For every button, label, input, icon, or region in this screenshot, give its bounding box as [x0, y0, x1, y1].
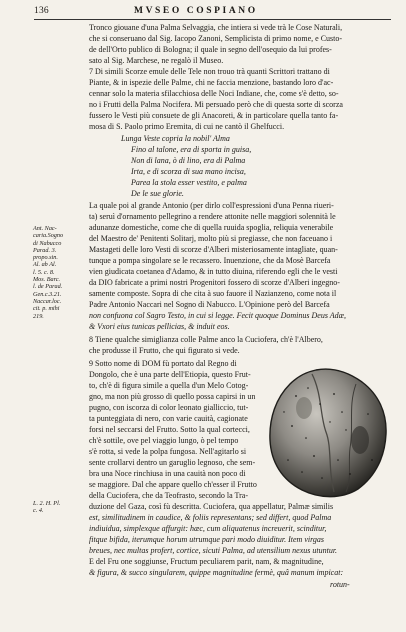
text-line: non confuona col Sagro Testo, in cui si legge. Fecit quoque Dominus Deus Adæ,	[89, 311, 347, 320]
text-line: ta punteggiata di nero, con varie cauità, cagionate	[89, 414, 248, 423]
verse-line: Irta, e di scorza di sua mano incisa,	[131, 167, 246, 176]
verse-line: Non di lana, ò di lino, era di Palma	[131, 156, 246, 165]
text-line: 7 Di simili Scorze emule delle Tele non trouo trà quanti Scrittori trattano di	[89, 67, 330, 76]
text-line: ta) seruì d'ornamento pellegrino a rendere attonite nelle maggiori solennità le	[89, 212, 336, 221]
text-line: & Vxori eius tunicas pellicias, & induit eos.	[89, 322, 230, 331]
text-line: & figura, & succo singularem, quippe magnitudine fermè, quâ manum impicat:	[89, 568, 344, 577]
text-line: Dongolo, che è una parte dell'Etiopia, questo Frut-	[89, 370, 251, 379]
text-line: da DIO fabricate a primi nostri Progenitori fossero di scorze d'Alberi ingegno-	[89, 278, 340, 287]
verse-line: Fino al talone, era di sporta in guisa,	[131, 145, 252, 154]
text-line: bra una Noce rinchiusa in una cauità non poco di	[89, 469, 246, 478]
margin-note-references: Ant. Nac- caria.Sogno di Nabucco Parad. 3. propo.sin. Al. ab Al. l. 5. c. 8. Mos. Barc. l. de Parad. Gen.c.3.21. Naccar.loc. cit. p. mihi 219.	[33, 225, 64, 320]
text-line: Piante, & in ispezie delle Palme, chi ne faccia menzione, bastando loro d'ac-	[89, 78, 334, 87]
text-line: breues, nec multas profert, cortice, sicuti Palma, ad utensilium nexus utuntur.	[89, 546, 338, 555]
fruit-body	[270, 369, 386, 496]
verse-line: Lunga Veste copria la nobil' Alma	[121, 134, 230, 143]
text-line: de dell'Orto publico di Bologna; il quale in segno dell'osequio da lui profes-	[89, 45, 332, 54]
page-number: 136	[34, 6, 49, 16]
header-rule	[34, 19, 391, 20]
text-line: mosa di S. Paolo primo Eremita, di cui ne cantò il Ghelfucci.	[89, 122, 285, 131]
margin-note-theophrastus: L. 2. H. Pl. c. 4.	[33, 500, 61, 515]
text-line: cennar solo la materia sfilacchiosa delle Noci Indiane, che, come s'è detto, so-	[89, 89, 339, 98]
text-line: ch'è sottile, ove pel viaggio lungo, ò pel tempo	[89, 436, 239, 445]
text-line: fitque bifida, iterumque horum utrumque pari modo diuiditur. Item virgas	[89, 535, 325, 544]
text-line: samente composte. Sopra di che cita à suo fauore il Nazianzeno, come nota il	[89, 289, 337, 298]
verse-line: Parea la stola esser vestito, e palma	[131, 178, 247, 187]
text-line: La quale poi al grande Antonio (per dirlo coll'espressioni d'una Penna riueri-	[89, 201, 334, 210]
text-line: Tronco giouane d'una Palma Selvaggia, che intiera si vede trà le Cose Naturali,	[89, 23, 343, 32]
text-line: gno, ma non più grosso di quello possa capirsi in un	[89, 392, 256, 401]
running-title: MVSEO COSPIANO	[134, 6, 258, 16]
fruit-cavity	[296, 397, 312, 419]
text-line: E del Fru one soggiunse, Fructum peculiarem parit, nam, & magnitudine,	[89, 557, 324, 566]
text-line: sente crollarvi dentro un garuglio legnoso, che sem-	[89, 458, 256, 467]
text-line: pugno, con iscorza di color leonato gialliccio, tut-	[89, 403, 249, 412]
text-line: tunque a pompa singolare se le recassero. Inuenzione, che da Mosè Barcefa	[89, 256, 331, 265]
text-line: Mastageti delle loro Vesti di scorze d'Alberi misteriosamente intagliate, quan-	[89, 245, 338, 254]
text-line: adunanze domestiche, come che di quella ruuida spoglia, reliquia venerabile	[89, 223, 334, 232]
page-header	[34, 5, 394, 19]
text-line: duzione del Gaza, così fù descritta. Cuciofera, qua appellatur, Palmæ similis	[89, 502, 334, 511]
text-line: forsi nel seccarsi del Frutto. Sotto la qual cortecci,	[89, 425, 250, 434]
fruit-cavity	[351, 426, 369, 454]
text-line: to, ch'è di figura simile a quella d'un Melo Cotog-	[89, 381, 249, 390]
cuciofera-fruit-illustration	[262, 364, 395, 501]
text-line: indiuidua, simplexque affurgit: hæc, cum aliquatenus increuerit, scinditur,	[89, 524, 327, 533]
text-line: del Maestro de' Penitenti Solitarj, molto più si pregiasse, che non faceuano i	[89, 234, 333, 243]
text-line: vien giudicata coetanea d'Adamo, & in tutto diuina, riferendo egli che le vesti	[89, 267, 338, 276]
text-line: della Cuciofera, che da Teofrasto, secondo la Tra-	[89, 491, 249, 500]
verse-line: De le sue glorie.	[131, 189, 184, 198]
text-line: 9 Sotto nome di DOM fù portato dal Regno di	[89, 359, 237, 368]
text-line: fussero le Vesti più consuete de gli Anacoreti, & in particolare quella tanto fa-	[89, 111, 339, 120]
text-line: se maggiore. Dal che appare quello ch'esser il Frutto	[89, 480, 257, 489]
catchword: rotun-	[330, 580, 350, 589]
text-line: no i Frutti della Palma Nocifera. Mi persuado però che di questa sorte di scorza	[89, 100, 343, 109]
text-line: che si conseruano dal Sig. Iacopo Zanoni, Semplicista di primo nome, e Custo-	[89, 34, 343, 43]
text-line: sato al Sig. Marchese, ne regalò il Museo.	[89, 56, 224, 65]
text-line: s'è rotta, si vede la polpa fungosa. Nell'agitarlo si	[89, 447, 247, 456]
text-line: che produsse il Frutto, che qui figurato si vede.	[89, 346, 240, 355]
text-line: est, similitudinem in caudice, & foliis representans; sed differt, quod Palma	[89, 513, 332, 522]
text-line: 8 Tiene qualche simiglianza colle Palme anco la Cuciofera, ch'è l'Albero,	[89, 335, 323, 344]
text-line: Padre Antonio Naccari nel Sogno di Nabucco. L'Opinione però del Barcefa	[89, 300, 330, 309]
